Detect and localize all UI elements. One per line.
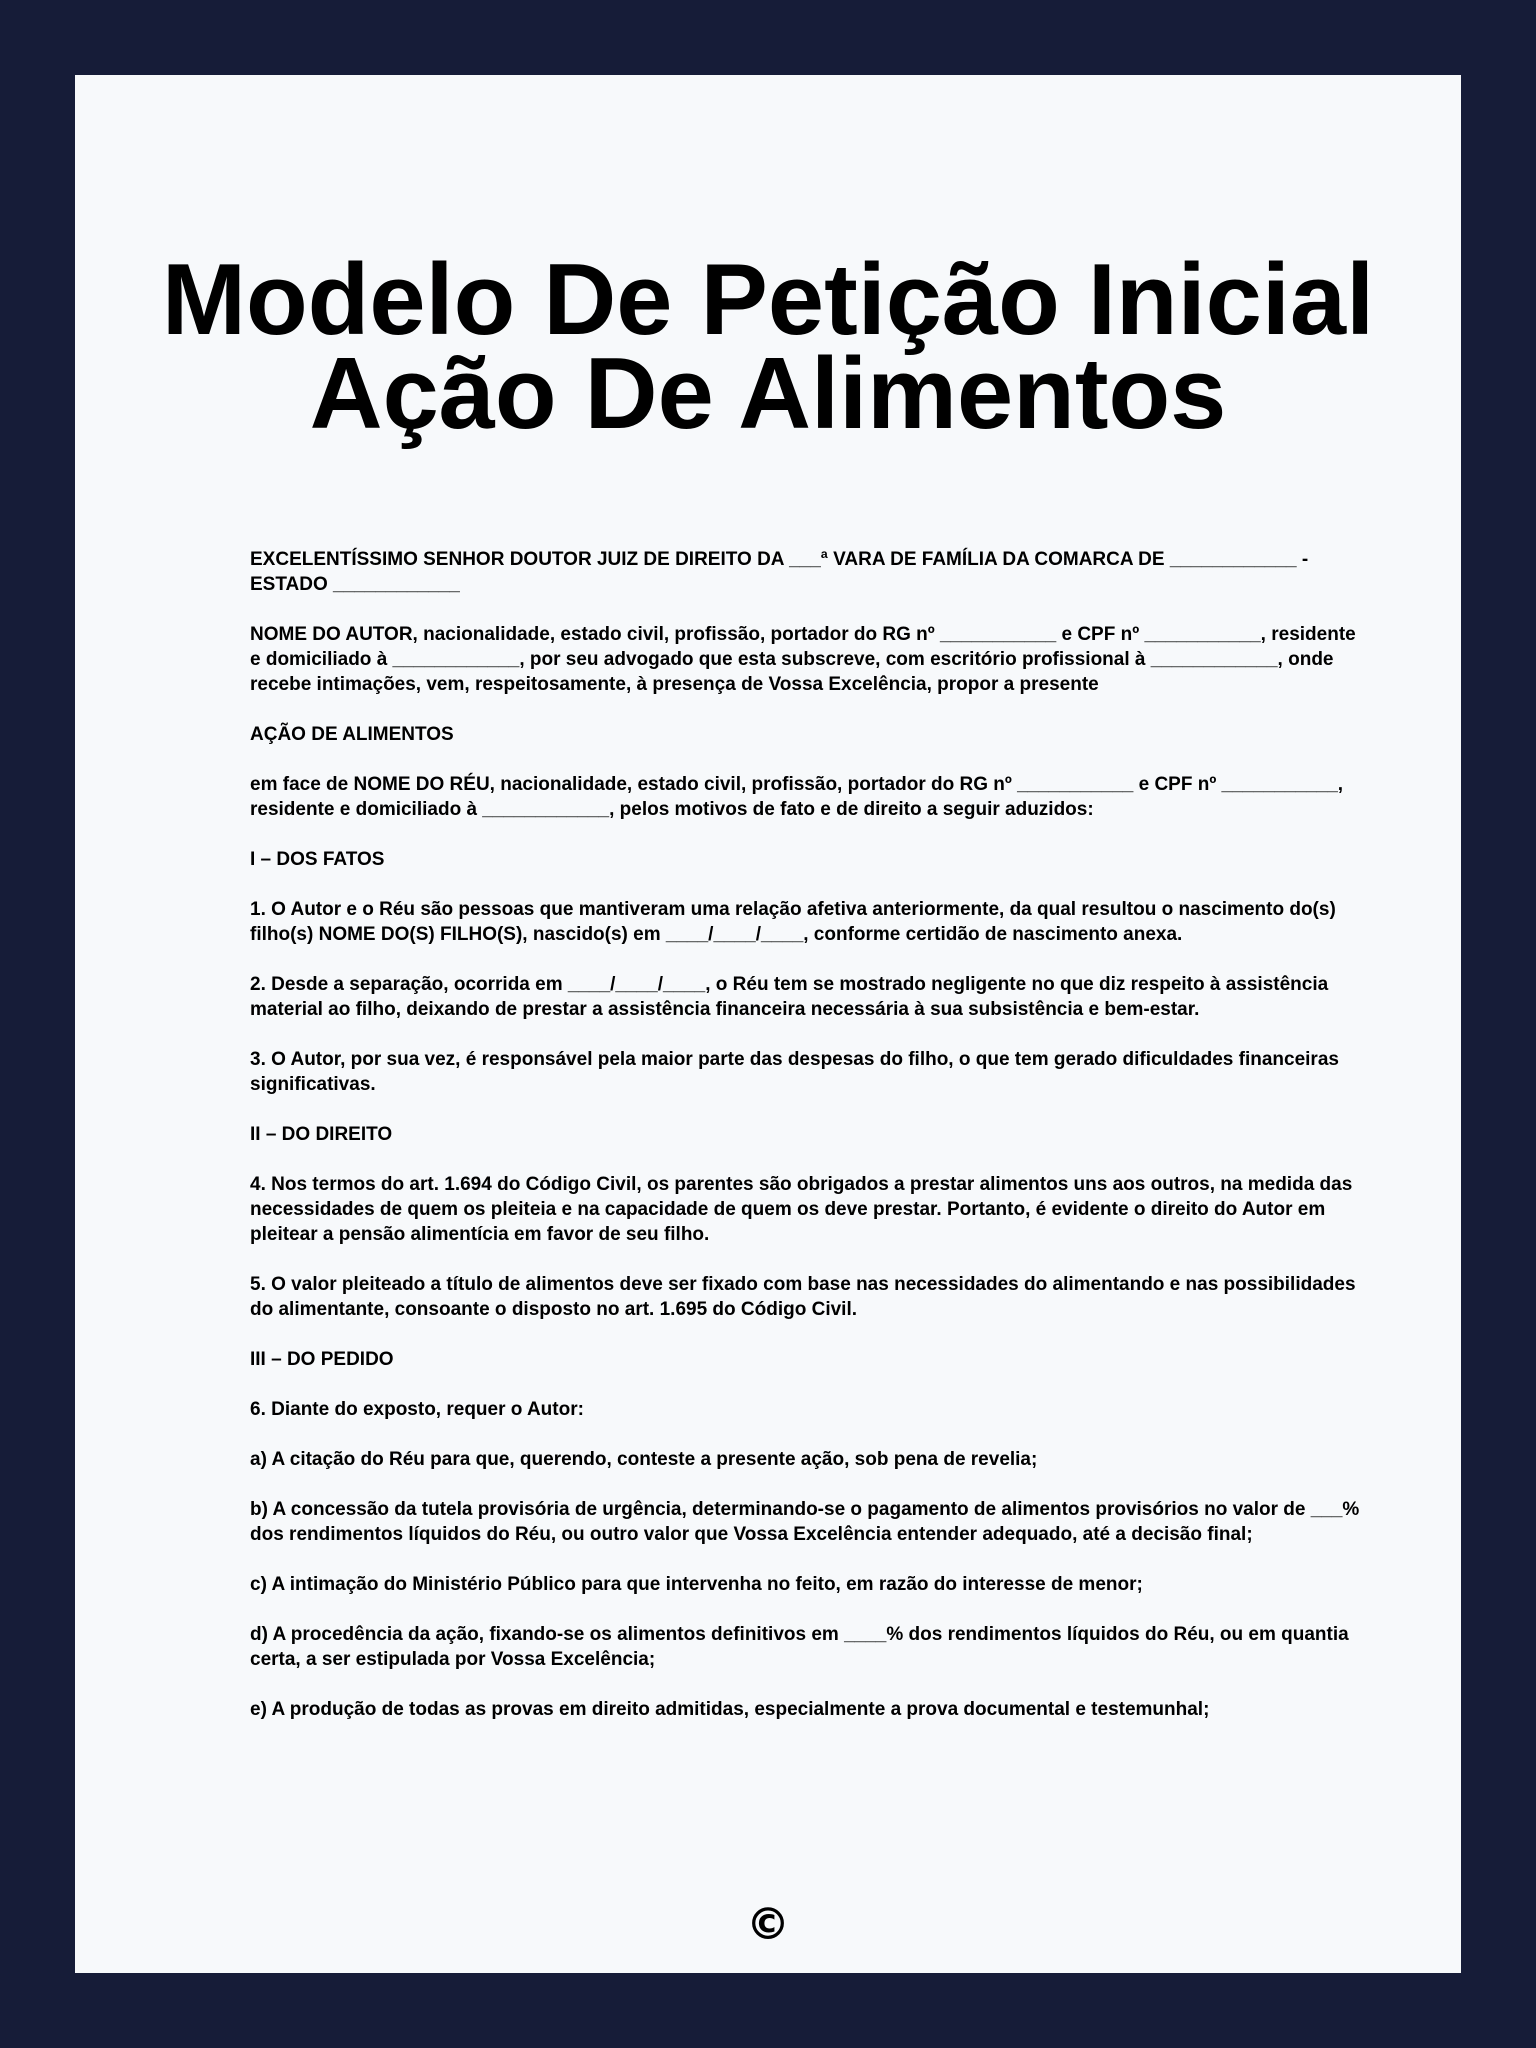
copyright-icon: ©	[746, 1899, 790, 1950]
section-heading-law: II – DO DIREITO	[250, 1124, 393, 1145]
request-item-c: c) A intimação do Ministério Público para que intervenha no feito, em razão do interesse de menor;	[250, 1574, 1143, 1595]
law-paragraph-4: 4. Nos termos do art. 1.694 do Código Civil, os parentes são obrigados a prestar alimentos uns aos outros, na medida das necessidades de quem os pleiteia e na capacidade de quem os deve prestar. Portanto, é evidente o direito do Autor em pleitear a pensão alimentícia em favor de seu filho.	[250, 1174, 1353, 1245]
fact-paragraph-1: 1. O Autor e o Réu são pessoas que mantiveram uma relação afetiva anteriormente, da qual resultou o nascimento do(s) filho(s) NOME DO(S) FILHO(S), nascido(s) em ____/____/____, conforme certidão de nascimento anexa.	[250, 899, 1336, 945]
addressee-paragraph: EXCELENTÍSSIMO SENHOR DOUTOR JUIZ DE DIREITO DA ___ª VARA DE FAMÍLIA DA COMARCA DE ____________ - ESTADO ____________	[250, 549, 1309, 595]
request-item-a: a) A citação do Réu para que, querendo, conteste a presente ação, sob pena de revelia;	[250, 1449, 1038, 1470]
law-paragraph-5: 5. O valor pleiteado a título de alimentos deve ser fixado com base nas necessidades do alimentando e nas possibilidades do alimentante, consoante o disposto no art. 1.695 do Código Civil.	[250, 1274, 1356, 1320]
request-item-d: d) A procedência da ação, fixando-se os alimentos definitivos em ____% dos rendimentos líquidos do Réu, ou em quantia certa, a ser estipulada por Vossa Excelência;	[250, 1624, 1349, 1670]
document-page	[75, 75, 1461, 1973]
section-heading-request: III – DO PEDIDO	[250, 1349, 394, 1370]
request-intro-paragraph: 6. Diante do exposto, requer o Autor:	[250, 1399, 584, 1420]
title-line-2: Ação De Alimentos	[309, 338, 1227, 450]
defendant-qualification-paragraph: em face de NOME DO RÉU, nacionalidade, estado civil, profissão, portador do RG nº ___________ e CPF nº ___________, residente e domiciliado à ____________, pelos motivos de fato e de direito a seguir aduzidos:	[250, 774, 1344, 820]
document-body	[250, 547, 1360, 1747]
page-title	[75, 244, 1461, 450]
action-heading: AÇÃO DE ALIMENTOS	[250, 724, 454, 745]
request-item-e: e) A produção de todas as provas em direito admitidas, especialmente a prova documental e testemunhal;	[250, 1699, 1210, 1720]
request-item-b: b) A concessão da tutela provisória de urgência, determinando-se o pagamento de alimentos provisórios no valor de ___% dos rendimentos líquidos do Réu, ou outro valor que Vossa Excelência entender adequado, até a decisão final;	[250, 1499, 1360, 1545]
section-heading-facts: I – DOS FATOS	[250, 849, 385, 870]
fact-paragraph-3: 3. O Autor, por sua vez, é responsável pela maior parte das despesas do filho, o que tem gerado dificuldades financeiras significativas.	[250, 1049, 1339, 1095]
fact-paragraph-2: 2. Desde a separação, ocorrida em ____/____/____, o Réu tem se mostrado negligente no que diz respeito à assistência material ao filho, deixando de prestar a assistência financeira necessária à sua subsistência e bem-estar.	[250, 974, 1329, 1020]
author-qualification-paragraph: NOME DO AUTOR, nacionalidade, estado civil, profissão, portador do RG nº ___________ e CPF nº ___________, residente e domiciliado à ____________, por seu advogado que esta subscreve, com escritório profissional à ____________, onde recebe intimações, vem, respeitosamente, à presença de Vossa Excelência, propor a presente	[250, 624, 1356, 695]
title-line-1: Modelo De Petição Inicial	[161, 244, 1375, 356]
